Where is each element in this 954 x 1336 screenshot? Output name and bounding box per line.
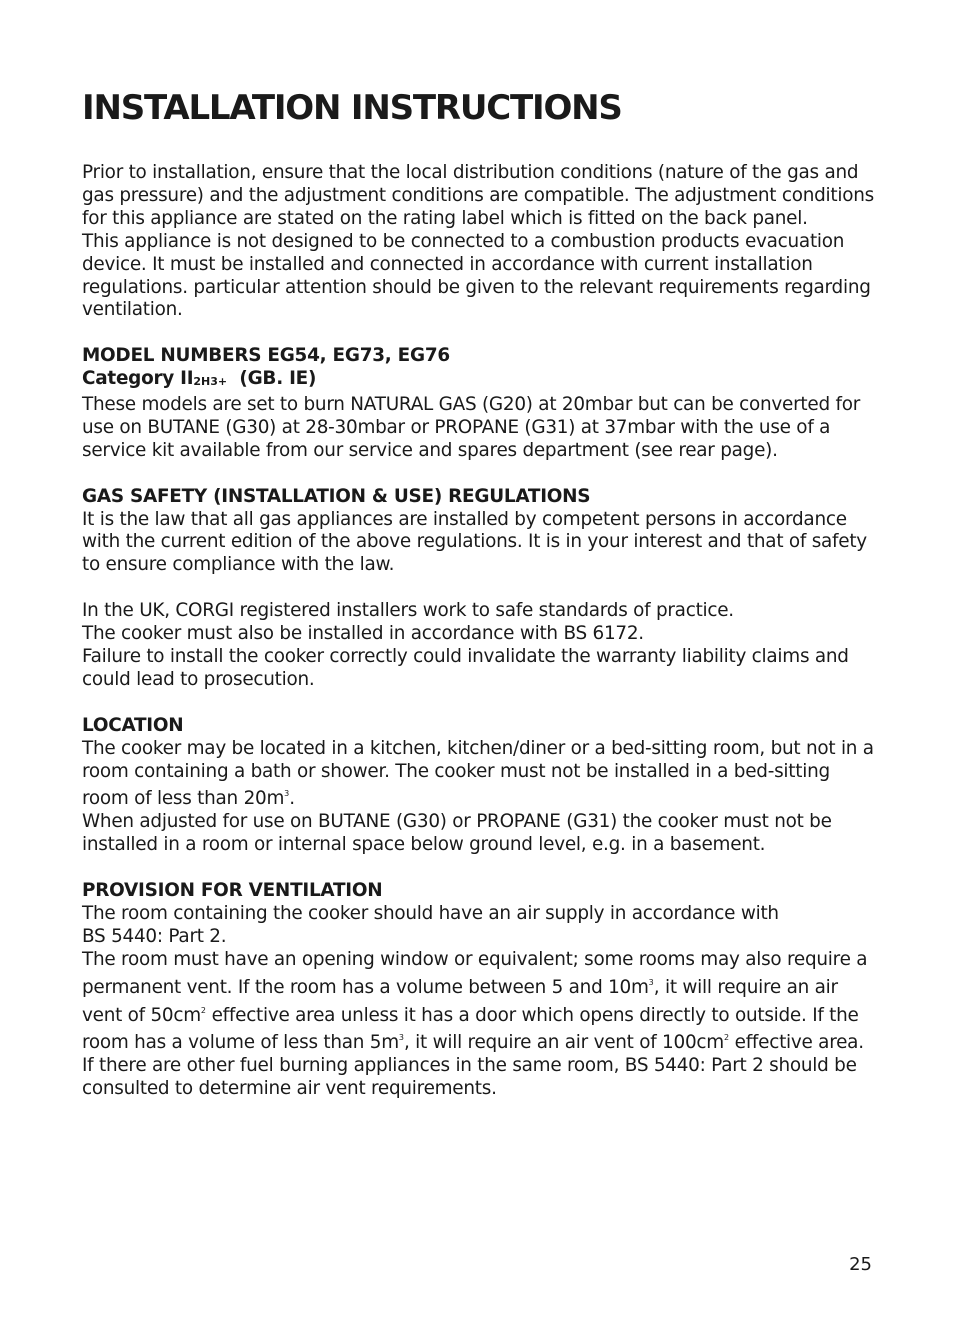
ventilation-text: , it will require an air vent of 100cm bbox=[403, 1032, 724, 1054]
category-suffix: (GB. IE) bbox=[239, 368, 317, 390]
category-subscript: 2H3+ bbox=[193, 375, 228, 389]
intro-paragraph: This appliance is not designed to be connected to a combustion products evacuation device. It must be installed and connected in accordance with current installation regulations. particular attention should be given to the relevant requirements regarding ventilation. bbox=[82, 230, 871, 321]
ventilation-paragraph bbox=[82, 949, 877, 1056]
section-heading-gas-safety: GAS SAFETY (INSTALLATION & USE) REGULATIONS bbox=[82, 485, 591, 507]
document-body bbox=[82, 162, 877, 1101]
section-heading-ventilation: PROVISION FOR VENTILATION bbox=[82, 880, 383, 902]
location-text-end: . bbox=[289, 788, 295, 810]
category-prefix: Category II bbox=[82, 368, 194, 390]
gas-safety-paragraph: The cooker must also be installed in accordance with BS 6172. bbox=[82, 623, 644, 645]
gas-safety-paragraph: In the UK, CORGI registered installers work to safe standards of practice. bbox=[82, 600, 734, 622]
spacer bbox=[82, 692, 877, 715]
spacer bbox=[82, 577, 877, 600]
spacer bbox=[82, 322, 877, 345]
ventilation-text: effective area. bbox=[729, 1032, 864, 1054]
superscript: 2 bbox=[200, 1005, 207, 1015]
ventilation-line: The room containing the cooker should have an air supply in accordance with bbox=[82, 902, 779, 924]
gas-safety-paragraph: It is the law that all gas appliances are installed by competent persons in accordance with the current edition of the above regulations. It is in your interest and that of safety to ensure compliance with the law. bbox=[82, 508, 867, 576]
ventilation-line: BS 5440: Part 2. bbox=[82, 925, 227, 947]
page-title: INSTALLATION INSTRUCTIONS bbox=[82, 88, 622, 128]
gas-safety-paragraph: Failure to install the cooker correctly could invalidate the warranty liability claims and could lead to prosecution. bbox=[82, 645, 849, 690]
models-paragraph: These models are set to burn NATURAL GAS (G20) at 20mbar but can be converted for use on BUTANE (G30) at 28-30mbar or PROPANE (G31) at 37mbar with the use of a service kit available from our service and spares department (see rear page). bbox=[82, 394, 861, 461]
superscript: 3 bbox=[648, 977, 654, 987]
location-text: The cooker may be located in a kitchen, kitchen/diner or a bed-sitting room, but not in a room containing a bath or shower. The cooker must not be installed in a bed-sitting room of less than 20m bbox=[82, 737, 874, 810]
location-paragraph bbox=[82, 738, 877, 812]
ventilation-paragraph: If there are other fuel burning appliances in the same room, BS 5440: Part 2 should be consulted to determine air vent requirements. bbox=[82, 1055, 857, 1100]
section-heading-models: MODEL NUMBERS EG54, EG73, EG76 bbox=[82, 345, 450, 367]
intro-paragraph: Prior to installation, ensure that the local distribution conditions (nature of the gas and gas pressure) and the adjustment conditions are compatible. The adjustment conditions for this appliance are stated on the rating label which is fitted on the back panel. bbox=[82, 162, 874, 229]
category-line bbox=[82, 368, 877, 394]
spacer bbox=[82, 463, 877, 486]
page-number: 25 bbox=[849, 1254, 872, 1275]
ventilation-text: , it will require an air vent of 50cm bbox=[82, 976, 838, 1026]
superscript: 3 bbox=[284, 789, 290, 799]
superscript: 2 bbox=[723, 1033, 730, 1043]
section-heading-location: LOCATION bbox=[82, 714, 184, 736]
ventilation-text: effective area unless it has a door which opens directly to outside. If the room has a volume of less than 5m bbox=[82, 1004, 859, 1054]
location-paragraph: When adjusted for use on BUTANE (G30) or PROPANE (G31) the cooker must not be installed in a room or internal space below ground level, e.g. in a basement. bbox=[82, 811, 832, 856]
superscript: 3 bbox=[398, 1033, 404, 1043]
spacer bbox=[82, 857, 877, 880]
ventilation-text: The room must have an opening window or equivalent; some rooms may also require a permanent vent. If the room has a volume between 5 and 10m bbox=[82, 948, 868, 998]
